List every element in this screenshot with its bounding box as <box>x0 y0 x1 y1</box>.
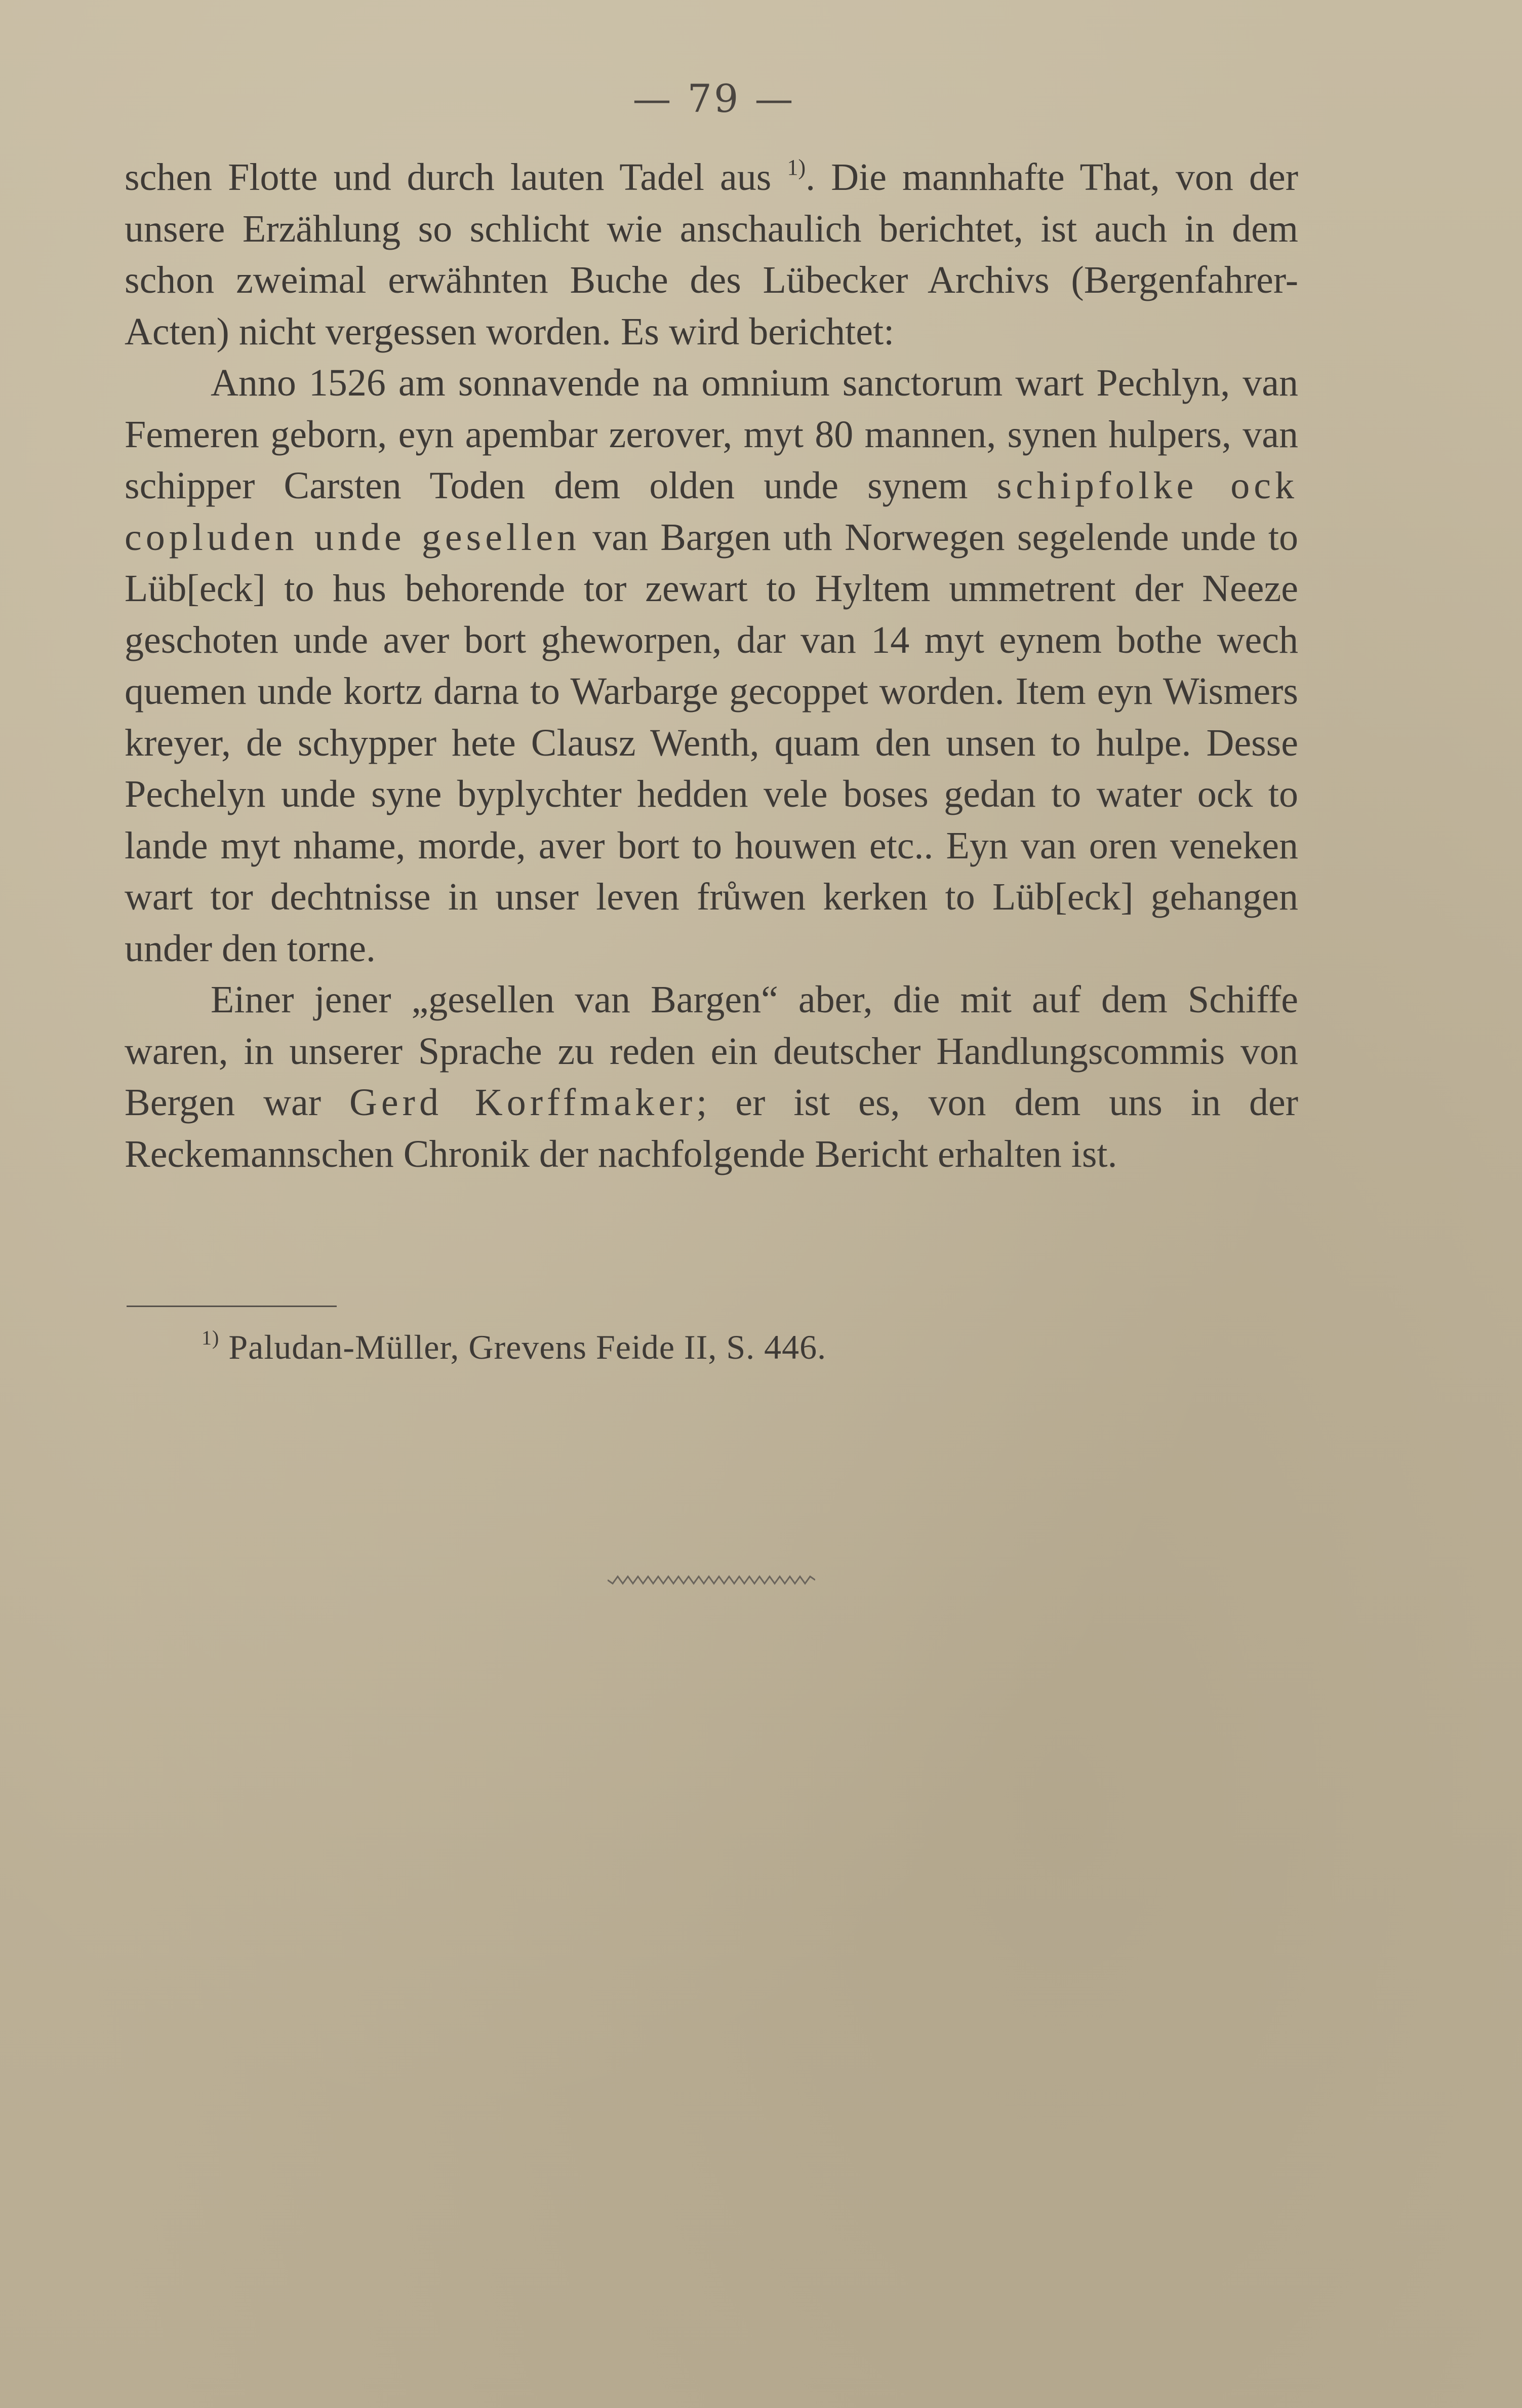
body-text <box>125 152 1298 1180</box>
person-name: Gerd Korffmaker <box>349 1081 697 1124</box>
paragraph-1 <box>125 152 1298 358</box>
paragraph-3-text-a: Einer jener „gesellen van Bargen“ aber, die mit auf dem Schiffe waren, in unserer Sprache zu reden ein deutscher Handlungscommis von Bergen war <box>125 978 1298 1124</box>
footnote-text: Paludan-Müller, Grevens Feide II, S. 446. <box>228 1328 827 1366</box>
paragraph-3-text-b: ; er ist es, von dem uns in der Reckemannschen Chronik der nachfolgende Bericht erhalten ist. <box>125 1081 1299 1175</box>
paragraph-3 <box>125 974 1298 1180</box>
paragraph-1-text-b: . Die mannhafte That, von der unsere Erzählung so schlicht wie anschaulich berichtet, ist auch in dem schon zweimal erwähnten Buche des Lübecker Archivs (Bergenfahrer-Acten) nicht vergessen worden. Es wird berichtet: <box>125 156 1298 353</box>
footnote-reference: 1) <box>787 155 806 180</box>
footnote-divider <box>127 1306 337 1307</box>
paragraph-1-text-a: schen Flotte und durch lauten Tadel aus <box>125 156 772 199</box>
end-ornament <box>608 1572 815 1588</box>
paragraph-2-text-a: Anno 1526 am sonnavende na omnium sanctorum wart Pechlyn, van Femeren geborn, eyn apembar zerover, myt 80 mannen, synen hulpers, van schipper Carsten Toden dem olden unde synem <box>125 362 1298 507</box>
footnote-marker: 1) <box>202 1326 220 1349</box>
paragraph-2-spaced-text: schipfolke ock copluden unde gesellen <box>125 464 1298 559</box>
footnote <box>202 1322 826 1372</box>
paragraph-2-text-b: van Bargen uth Norwegen segelende unde to Lüb[eck] to hus behorende tor zewart to Hyltem ummetrent der Neeze geschoten unde aver bort gheworpen, dar van 14 myt eynem bothe wech quemen unde kortz darna to Warbarge gecoppet worden. Item eyn Wismers kreyer, de schypper hete Clausz Wenth, quam den unsen to hulpe. Desse Pechelyn unde syne byplychter hedden vele boses gedan to water ock to lande myt nhame, morde, aver bort to houwen etc.. Eyn van oren veneken wart tor dechtnisse in unser leven frůwen kerken to Lüb[eck] gehangen under den torne. <box>125 516 1298 970</box>
page-number: — 79 — <box>632 76 795 121</box>
paragraph-2 <box>125 358 1298 974</box>
